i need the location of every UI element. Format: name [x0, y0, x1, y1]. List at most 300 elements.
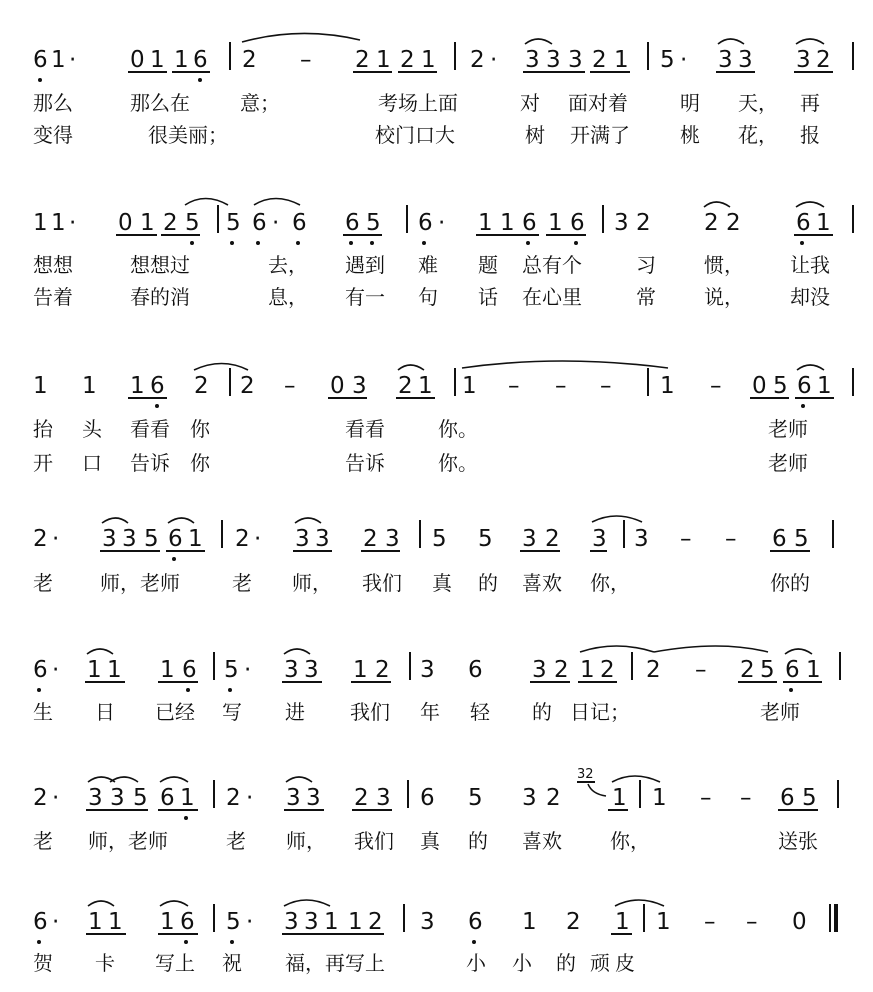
- note: 1: [612, 785, 627, 811]
- dot-mark: ·: [52, 785, 60, 811]
- note: 3: [738, 47, 753, 73]
- note: 5: [802, 785, 817, 811]
- note: 3: [306, 785, 321, 811]
- note: 6: [180, 909, 195, 935]
- note: 2: [726, 210, 741, 236]
- dash-mark: –: [704, 909, 716, 935]
- note: 6: [168, 526, 183, 552]
- staff-line-7: [33, 900, 836, 944]
- grace-slur: [588, 784, 606, 796]
- dash-mark: –: [710, 373, 722, 399]
- dot-mark: ·: [52, 657, 60, 683]
- note: 5: [760, 657, 775, 683]
- dash-mark: –: [555, 373, 567, 399]
- lyric: 老: [226, 829, 246, 853]
- note: 6: [160, 785, 175, 811]
- low-octave-dot: [228, 688, 232, 692]
- note: 6: [785, 657, 800, 683]
- note: 6: [33, 909, 48, 935]
- lyric: 我们: [354, 829, 394, 853]
- note: 3: [315, 526, 330, 552]
- note: 1: [462, 373, 477, 399]
- note: 3: [718, 47, 733, 73]
- note: 1: [324, 909, 339, 935]
- dot-mark: ·: [438, 210, 446, 236]
- staff-line-6: [33, 767, 838, 820]
- note: 2: [235, 526, 250, 552]
- lyric: 花，: [738, 123, 778, 147]
- note: 2: [226, 785, 241, 811]
- lyric: 意；: [240, 91, 280, 115]
- note: 6: [468, 909, 483, 935]
- lyric: 老: [33, 829, 53, 853]
- lyric: 喜欢: [522, 571, 562, 595]
- dot-mark: ·: [244, 657, 252, 683]
- note: 1: [353, 657, 368, 683]
- dot-mark: ·: [272, 210, 280, 236]
- note: 1: [660, 373, 675, 399]
- tie-arc: [525, 39, 552, 44]
- tie-arc: [398, 365, 424, 370]
- note: 1: [806, 657, 821, 683]
- note: 5: [133, 785, 148, 811]
- note: 5: [226, 909, 241, 935]
- note: 3: [102, 526, 117, 552]
- note: 3: [420, 657, 435, 683]
- lyric: 话: [478, 285, 498, 309]
- tie-arc: [796, 39, 824, 44]
- tie-arc: [462, 361, 668, 368]
- lyric: 让我: [790, 253, 830, 277]
- note: 1: [51, 210, 66, 236]
- low-octave-dot: [800, 241, 804, 245]
- note: 6: [420, 785, 435, 811]
- lyric: 句: [418, 285, 438, 309]
- dash-mark: –: [300, 47, 312, 73]
- staff-line-4: [33, 516, 833, 561]
- low-octave-dot: [37, 940, 41, 944]
- note: 2: [704, 210, 719, 236]
- lyric: 那么在: [130, 91, 190, 115]
- lyric: 抬: [33, 417, 53, 441]
- note: 2: [240, 373, 255, 399]
- low-octave-dot: [422, 241, 426, 245]
- note: 0: [752, 373, 767, 399]
- low-octave-dot: [256, 241, 260, 245]
- note: 6: [522, 210, 537, 236]
- tie-arc: [88, 901, 114, 906]
- lyric: 日记；: [570, 700, 630, 724]
- lyric: 明: [680, 91, 700, 115]
- note: 3: [376, 785, 391, 811]
- lyrics-line-3: [33, 417, 808, 475]
- note: 6: [252, 210, 267, 236]
- low-octave-dot: [230, 241, 234, 245]
- low-octave-dot: [190, 241, 194, 245]
- staff-line-1: [33, 33, 853, 82]
- note: 3: [304, 909, 319, 935]
- note: 1: [160, 909, 175, 935]
- note: 2: [600, 657, 615, 683]
- lyric: 头: [82, 417, 102, 441]
- note: 1: [33, 373, 48, 399]
- note: 2: [470, 47, 485, 73]
- lyric: 师，老师: [100, 571, 180, 595]
- note: 2: [33, 785, 48, 811]
- note: 5: [224, 657, 239, 683]
- tie-arc: [295, 518, 321, 523]
- lyric: 考场上面: [378, 91, 458, 115]
- lyric: 那么: [33, 91, 73, 115]
- note: 3: [546, 47, 561, 73]
- tie-arc: [168, 518, 194, 523]
- dot-mark: ·: [69, 210, 77, 236]
- lyric: 老师: [768, 451, 808, 475]
- note: 1: [500, 210, 515, 236]
- lyric: 面对着: [568, 91, 628, 115]
- lyric: 再: [800, 91, 820, 115]
- lyric: 我们: [350, 700, 390, 724]
- lyric: 告诉: [345, 451, 385, 475]
- tie-arc: [254, 199, 300, 206]
- note: 6: [772, 526, 787, 552]
- dot-mark: ·: [69, 47, 77, 73]
- note: 2: [194, 373, 209, 399]
- note: 6: [797, 373, 812, 399]
- note: 6: [150, 373, 165, 399]
- note: 2: [33, 526, 48, 552]
- lyric: 的: [468, 829, 488, 853]
- lyric: 你，: [610, 829, 650, 853]
- low-octave-dot: [789, 688, 793, 692]
- note: 0: [792, 909, 807, 935]
- lyric: 变得: [33, 123, 73, 147]
- lyric: 的: [556, 951, 576, 975]
- note: 2: [363, 526, 378, 552]
- note: 5: [226, 210, 241, 236]
- note: 1: [376, 47, 391, 73]
- lyric: 送张: [778, 829, 818, 853]
- note: 2: [163, 210, 178, 236]
- lyric: 惯，: [704, 253, 744, 277]
- tie-arc: [87, 649, 113, 654]
- lyric: 小: [466, 951, 486, 975]
- note: 1: [160, 657, 175, 683]
- dash-mark: –: [600, 373, 612, 399]
- tie-arc: [242, 33, 360, 42]
- note: 2: [740, 657, 755, 683]
- lyric: 有一: [345, 285, 385, 309]
- note: 3: [122, 526, 137, 552]
- note: 5: [144, 526, 159, 552]
- note: 3: [284, 657, 299, 683]
- dash-mark: –: [746, 909, 758, 935]
- note: 1: [107, 657, 122, 683]
- lyric: 报: [800, 123, 820, 147]
- note: 2: [566, 909, 581, 935]
- note: 3: [352, 373, 367, 399]
- lyric: 开满了: [570, 123, 630, 147]
- low-octave-dot: [801, 404, 805, 408]
- note: 6: [468, 657, 483, 683]
- lyric: 进: [285, 700, 305, 724]
- lyric: 祝: [222, 951, 242, 975]
- note: 3: [522, 785, 537, 811]
- note: 1: [150, 47, 165, 73]
- dash-mark: –: [700, 785, 712, 811]
- lyrics-line-6: [33, 829, 818, 853]
- note: 6: [796, 210, 811, 236]
- lyric: 轻: [470, 700, 490, 724]
- lyrics-line-2: [33, 253, 830, 309]
- tie-arc: [718, 39, 744, 44]
- note: 3: [532, 657, 547, 683]
- lyric: 的: [532, 700, 552, 724]
- dot-mark: ·: [52, 909, 60, 935]
- lyric: 写: [222, 700, 242, 724]
- note: 5: [773, 373, 788, 399]
- staff-line-5: [33, 646, 840, 692]
- lyric: 贺: [33, 951, 53, 975]
- lyric: 小: [512, 951, 532, 975]
- lyric: 福，再写上: [285, 951, 385, 975]
- note: 3: [286, 785, 301, 811]
- note: 2: [242, 47, 257, 73]
- note: 2: [554, 657, 569, 683]
- note: 3: [110, 785, 125, 811]
- lyric: 很美丽；: [148, 123, 228, 147]
- tie-arc: [797, 365, 824, 370]
- note: 1: [522, 909, 537, 935]
- dash-mark: –: [508, 373, 520, 399]
- lyric: 春的消: [130, 285, 190, 309]
- note: 6: [182, 657, 197, 683]
- note: 1: [817, 373, 832, 399]
- dot-mark: ·: [246, 909, 254, 935]
- note: 3: [796, 47, 811, 73]
- low-octave-dot: [37, 688, 41, 692]
- lyric: 开: [33, 451, 53, 475]
- note: 6: [292, 210, 307, 236]
- note: 0: [130, 47, 145, 73]
- note: 5: [468, 785, 483, 811]
- lyric: 写上: [155, 951, 195, 975]
- note: 2: [368, 909, 383, 935]
- lyric: 却没: [790, 285, 830, 309]
- low-octave-dot: [184, 940, 188, 944]
- dot-mark: ·: [52, 526, 60, 552]
- note: 0: [330, 373, 345, 399]
- note: 1: [33, 210, 48, 236]
- lyric: 校门口大: [375, 123, 455, 147]
- low-octave-dot: [574, 241, 578, 245]
- tie-arc: [284, 900, 330, 906]
- tie-arc: [286, 777, 312, 782]
- note: 1: [418, 373, 433, 399]
- lyric: 遇到: [345, 253, 385, 277]
- low-octave-dot: [198, 78, 202, 82]
- note: 5: [478, 526, 493, 552]
- tie-arc: [704, 202, 730, 207]
- lyric: 想想过: [130, 253, 190, 277]
- note: 1: [82, 373, 97, 399]
- lyric: 在心里: [522, 285, 582, 309]
- dash-mark: –: [695, 657, 707, 683]
- lyric: 习: [636, 253, 656, 277]
- note: 5: [366, 210, 381, 236]
- lyric: 生: [33, 700, 53, 724]
- note: 2: [398, 373, 413, 399]
- lyric: 你: [190, 451, 210, 475]
- note: 1: [180, 785, 195, 811]
- note: 3: [592, 526, 607, 552]
- note: 3: [385, 526, 400, 552]
- note: 1: [130, 373, 145, 399]
- lyric: 真: [432, 571, 452, 595]
- lyric: 我们: [362, 571, 402, 595]
- lyrics-line-4: [33, 571, 810, 595]
- low-octave-dot: [349, 241, 353, 245]
- note: 1: [816, 210, 831, 236]
- dash-mark: –: [284, 373, 296, 399]
- lyric: 看看: [130, 417, 170, 441]
- note: 0: [118, 210, 133, 236]
- tie-arc: [785, 649, 812, 654]
- tie-arc: [592, 516, 642, 522]
- lyrics-line-7: [33, 951, 635, 975]
- note: 2: [816, 47, 831, 73]
- lyric: 师，老师: [88, 829, 168, 853]
- tie-arc: [580, 646, 654, 652]
- tie-arc: [796, 202, 824, 207]
- note: 1: [348, 909, 363, 935]
- grace-notes: 32: [577, 767, 594, 782]
- lyric: 的: [478, 571, 498, 595]
- lyric: 顽: [590, 951, 610, 975]
- tie-arc: [160, 777, 188, 782]
- lyric: 你。: [438, 417, 478, 441]
- lyric: 师，: [286, 829, 326, 853]
- lyric: 日: [95, 700, 115, 724]
- note: 1: [580, 657, 595, 683]
- dash-mark: –: [680, 526, 692, 552]
- note: 1: [108, 909, 123, 935]
- note: 2: [546, 785, 561, 811]
- tie-arc: [284, 649, 310, 654]
- note: 1: [51, 47, 66, 73]
- staff-line-3: [33, 361, 853, 408]
- lyric: 题: [478, 253, 498, 277]
- dot-mark: ·: [254, 526, 262, 552]
- note: 2: [355, 47, 370, 73]
- lyric: 口: [82, 451, 102, 475]
- note: 6: [33, 657, 48, 683]
- note: 1: [478, 210, 493, 236]
- note: 1: [615, 909, 630, 935]
- tie-arc: [615, 900, 664, 906]
- low-octave-dot: [184, 816, 188, 820]
- lyric: 看看: [345, 417, 385, 441]
- tie-arc: [102, 518, 128, 523]
- note: 3: [295, 526, 310, 552]
- lyric: 年: [420, 700, 440, 724]
- dot-mark: ·: [246, 785, 254, 811]
- lyric: 师，: [292, 571, 332, 595]
- note: 5: [432, 526, 447, 552]
- lyric: 你的: [770, 571, 810, 595]
- note: 2: [354, 785, 369, 811]
- lyrics-line-5: [33, 700, 800, 724]
- dash-mark: –: [725, 526, 737, 552]
- note: 3: [525, 47, 540, 73]
- lyric: 树: [525, 123, 545, 147]
- note: 1: [140, 210, 155, 236]
- low-octave-dot: [370, 241, 374, 245]
- lyric: 告诉: [130, 451, 170, 475]
- tie-arc: [194, 364, 248, 371]
- lyric: 喜欢: [522, 829, 562, 853]
- lyric: 桃: [680, 123, 700, 147]
- note: 3: [304, 657, 319, 683]
- lyric: 去，: [268, 253, 308, 277]
- lyric: 你。: [438, 451, 478, 475]
- note: 3: [284, 909, 299, 935]
- lyric: 常: [636, 285, 656, 309]
- tie-arc: [160, 901, 188, 906]
- note: 3: [420, 909, 435, 935]
- note: 2: [545, 526, 560, 552]
- note: 3: [88, 785, 103, 811]
- note: 5: [794, 526, 809, 552]
- note: 3: [568, 47, 583, 73]
- note: 5: [660, 47, 675, 73]
- lyric: 老: [232, 571, 252, 595]
- staff-line-2: [33, 199, 853, 246]
- note: 2: [400, 47, 415, 73]
- lyric: 想想: [33, 253, 73, 277]
- note: 2: [636, 210, 651, 236]
- tie-arc: [612, 776, 660, 782]
- lyric: 真: [420, 829, 440, 853]
- lyric: 告着: [33, 285, 73, 309]
- lyric: 天，: [738, 91, 778, 115]
- note: 6: [345, 210, 360, 236]
- note: 6: [780, 785, 795, 811]
- note: 6: [418, 210, 433, 236]
- note: 6: [193, 47, 208, 73]
- low-octave-dot: [526, 241, 530, 245]
- note: 3: [522, 526, 537, 552]
- note: 2: [646, 657, 661, 683]
- tie-arc: [185, 199, 228, 206]
- dot-mark: ·: [490, 47, 498, 73]
- lyric: 息，: [268, 285, 308, 309]
- low-octave-dot: [296, 241, 300, 245]
- lyric: 说，: [704, 285, 744, 309]
- lyric: 皮: [615, 951, 635, 975]
- note: 1: [188, 526, 203, 552]
- note: 1: [614, 47, 629, 73]
- note: 1: [88, 909, 103, 935]
- dot-mark: ·: [680, 47, 688, 73]
- lyric: 卡: [95, 951, 115, 975]
- note: 1: [548, 210, 563, 236]
- low-octave-dot: [172, 557, 176, 561]
- note: 5: [185, 210, 200, 236]
- lyric: 总有个: [522, 253, 582, 277]
- lyric: 你: [190, 417, 210, 441]
- lyric: 对: [520, 91, 540, 115]
